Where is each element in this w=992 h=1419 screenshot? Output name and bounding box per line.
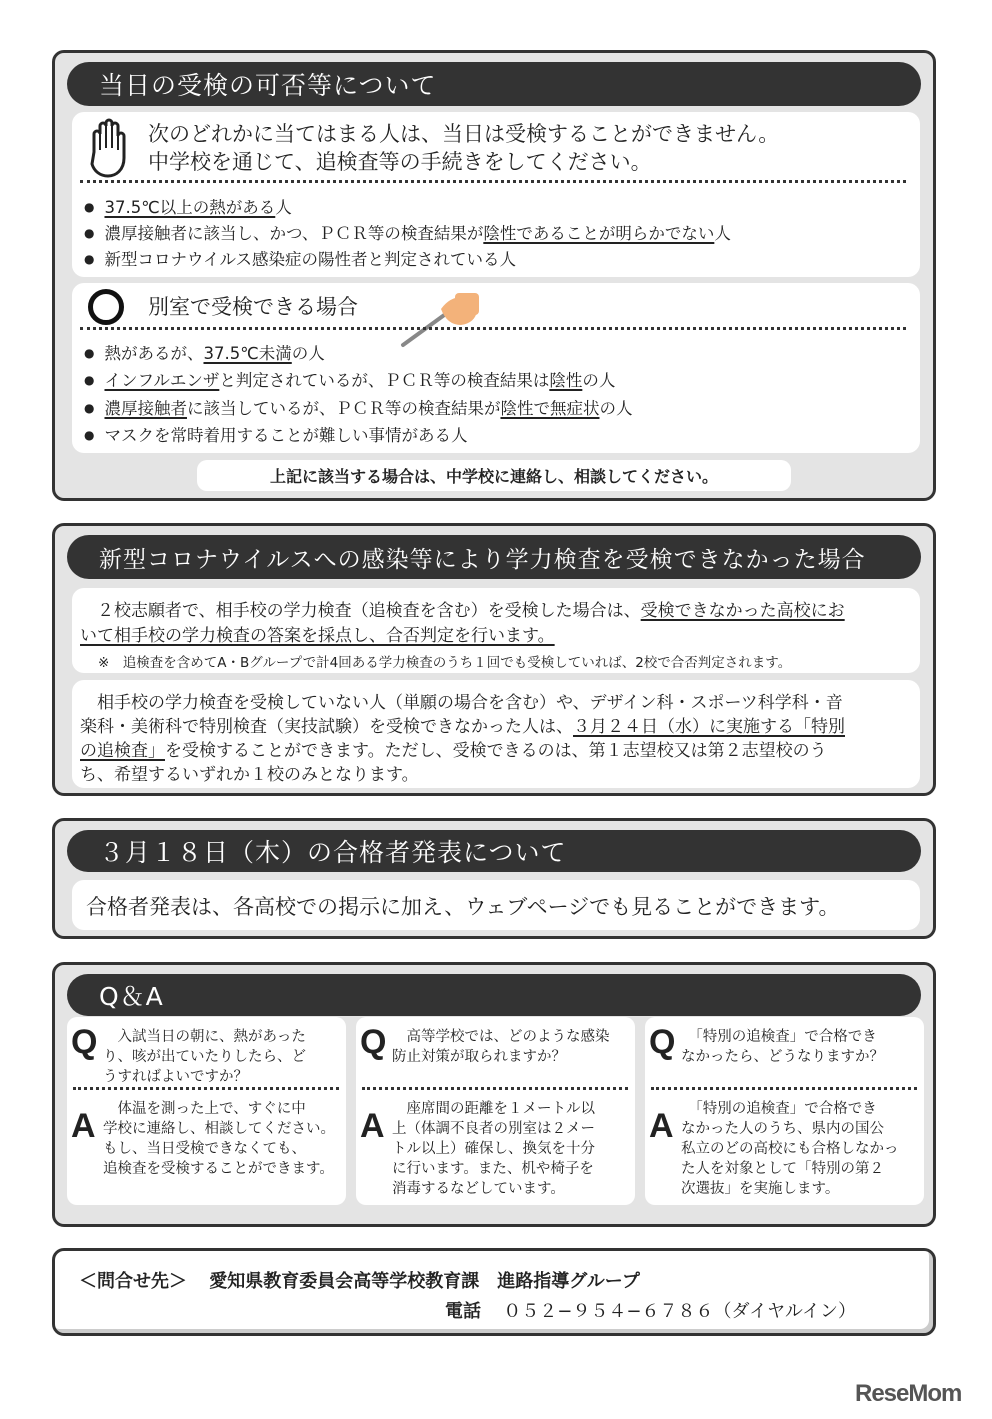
text-segment: ２校志願者で、相手校の学力検査（追検査を含む）を受検した場合は、 [80, 601, 641, 621]
section-title: ３月１８日（木）の合格者発表について [67, 830, 921, 872]
a-letter: A [649, 1107, 674, 1145]
heading-line: 中学校を通じて、追検査等の手続きをしてください。 [148, 150, 652, 174]
note-text: ※ 追検査を含めてA・Bグループで計4回ある学力検査のうち１回でも受検していれば、2校で合否判定されます。 [98, 655, 792, 671]
cannot-take-panel [72, 112, 920, 277]
underlined-text: 陰性で無症状 [500, 399, 600, 418]
underlined-text: インフルエンザ [104, 371, 220, 390]
underlined-text: 濃厚接触者 [104, 399, 187, 418]
special-retest-panel [72, 680, 920, 788]
answer-line: 座席間の距離を１メートル以 [392, 1101, 595, 1117]
question-line: なかったら、どうなりますか？ [681, 1049, 884, 1065]
underlined-text: の追検査」 [80, 741, 165, 761]
contact-note: 上記に該当する場合は、中学校に連絡し、相談してください。 [197, 460, 791, 491]
qa-card [67, 1017, 346, 1205]
resemom-watermark: ReseMom [855, 1380, 962, 1407]
list-item [84, 367, 615, 391]
dotted-divider [362, 1087, 628, 1090]
list-item [84, 220, 731, 244]
question-line: うすればよいですか？ [103, 1069, 248, 1085]
answer-line: 次選抜」を実施します。 [681, 1181, 840, 1197]
underlined-text: 受検できなかった高校にお [640, 601, 845, 621]
thermometer-illustration [397, 291, 487, 349]
text-segment: ち、希望するいずれか１校のみとなります。 [80, 765, 419, 785]
phone-number: ０５２−９５４−６７８６（ダイヤルイン） [503, 1301, 857, 1322]
dotted-divider [80, 327, 906, 330]
underlined-text: ３月２４日（水）に実施する「特別 [573, 717, 845, 737]
paragraph-line [80, 736, 827, 761]
q-letter: Q [71, 1023, 98, 1061]
answer-line: もし、当日受検できなくても、 [103, 1141, 306, 1157]
contact-box [52, 1248, 936, 1336]
text-segment: 人 [714, 224, 731, 243]
results-panel [72, 880, 920, 930]
dotted-divider [80, 180, 906, 183]
phone-line [445, 1297, 856, 1323]
stop-hand-icon [84, 118, 134, 180]
paragraph-line [80, 760, 419, 785]
answer-line: た人を対象として「特別の第２ [681, 1161, 884, 1177]
answer-line: に行います。また、机や椅子を [392, 1161, 594, 1177]
question-line: 防止対策が取られますか？ [392, 1049, 566, 1065]
circle-ok-icon [88, 289, 124, 325]
qa-card [645, 1017, 924, 1205]
phone-label: 電話 [445, 1301, 481, 1322]
answer-line: 「特別の追検査」で合格でき [681, 1101, 877, 1117]
text-segment: マスクを常時着用することが難しい事情がある人 [104, 426, 468, 445]
question-line: り、咳が出ていたりしたら、ど [103, 1049, 306, 1065]
text-segment: の人 [291, 344, 325, 363]
separate-room-heading: 別室で受検できる場合 [148, 295, 358, 319]
text-segment: の人 [599, 399, 633, 418]
text-segment: 熱があるが、 [104, 344, 204, 363]
answer-line: なかった人のうち、県内の国公 [681, 1121, 884, 1137]
paragraph-line [80, 621, 555, 646]
list-item [84, 340, 325, 364]
answer-line: トル以上）確保し、換気を十分 [392, 1141, 595, 1157]
heading-line: 次のどれかに当てはまる人は、当日は受検することができません。 [148, 122, 780, 146]
contact-org: 愛知県教育委員会高等学校教育課 進路指導グループ [209, 1271, 640, 1292]
a-letter: A [71, 1107, 96, 1145]
separate-room-panel [72, 283, 920, 453]
underlined-text: 陰性であることが明らかでない [483, 224, 715, 243]
results-text: 合格者発表は、各高校での掲示に加え、ウェブページでも見ることができます。 [86, 895, 840, 919]
answer-line: 私立のどの高校にも合格しなかっ [681, 1141, 899, 1157]
section-title: Q＆A [67, 974, 921, 1016]
section-exam-eligibility [52, 50, 936, 501]
dotted-divider [73, 1087, 339, 1090]
dotted-divider [651, 1087, 917, 1090]
question-line: 「特別の追検査」で合格でき [681, 1029, 877, 1045]
list-item [84, 194, 292, 218]
section-title: 新型コロナウイルスへの感染等により学力検査を受検できなかった場合 [67, 535, 921, 579]
answer-line: 上（体調不良者の別室は２メー [392, 1121, 595, 1137]
section-missed-exam [52, 523, 936, 796]
section-qa [52, 962, 936, 1227]
underlined-text: 陰性 [549, 371, 583, 390]
text-segment: と判定されているが、ＰＣＲ等の検査結果は [219, 371, 550, 390]
question-line: 入試当日の朝に、熱があった [103, 1029, 306, 1045]
list-item [84, 422, 467, 446]
qa-card [356, 1017, 635, 1205]
q-letter: Q [649, 1023, 676, 1061]
section-results [52, 818, 936, 939]
q-letter: Q [360, 1023, 387, 1061]
contact-label: ＜問合せ先＞ [79, 1271, 187, 1292]
text-segment: 濃厚接触者に該当し、かつ、ＰＣＲ等の検査結果が [104, 224, 484, 243]
paragraph-line [80, 596, 845, 621]
paragraph-line [80, 688, 843, 713]
answer-line: 消毒するなどしています。 [392, 1181, 565, 1197]
text-segment: 新型コロナウイルス感染症の陽性者と判定されている人 [104, 250, 516, 269]
two-school-panel [72, 588, 920, 673]
contact-line [79, 1267, 640, 1293]
text-segment: 相手校の学力検査を受検していない人（単願の場合を含む）や、デザイン科・スポーツ科学科・音 [80, 693, 843, 713]
paragraph-line [80, 712, 845, 737]
underlined-text: 37.5℃以上の熱がある [104, 198, 276, 217]
text-segment: 人 [275, 198, 292, 217]
list-item [84, 395, 632, 419]
text-segment: を受検することができます。ただし、受検できるのは、第１志望校又は第２志望校のう [165, 741, 827, 761]
text-segment: に該当しているが、ＰＣＲ等の検査結果が [186, 399, 501, 418]
answer-line: 追検査を受検することができます。 [103, 1161, 334, 1177]
underlined-text: 37.5℃未満 [203, 344, 292, 363]
answer-line: 体温を測った上で、すぐに中 [103, 1101, 306, 1117]
list-item [84, 246, 516, 270]
section-title: 当日の受検の可否等について [67, 62, 921, 106]
question-line: 高等学校では、どのような感染 [392, 1029, 610, 1045]
text-segment: の人 [582, 371, 616, 390]
a-letter: A [360, 1107, 385, 1145]
underlined-text: いて相手校の学力検査の答案を採点し、合否判定を行います。 [80, 626, 555, 646]
answer-line: 学校に連絡し、相談してください。 [103, 1121, 335, 1137]
text-segment: 楽科・美術科で特別検査（実技試験）を受検できなかった人は、 [80, 717, 573, 737]
